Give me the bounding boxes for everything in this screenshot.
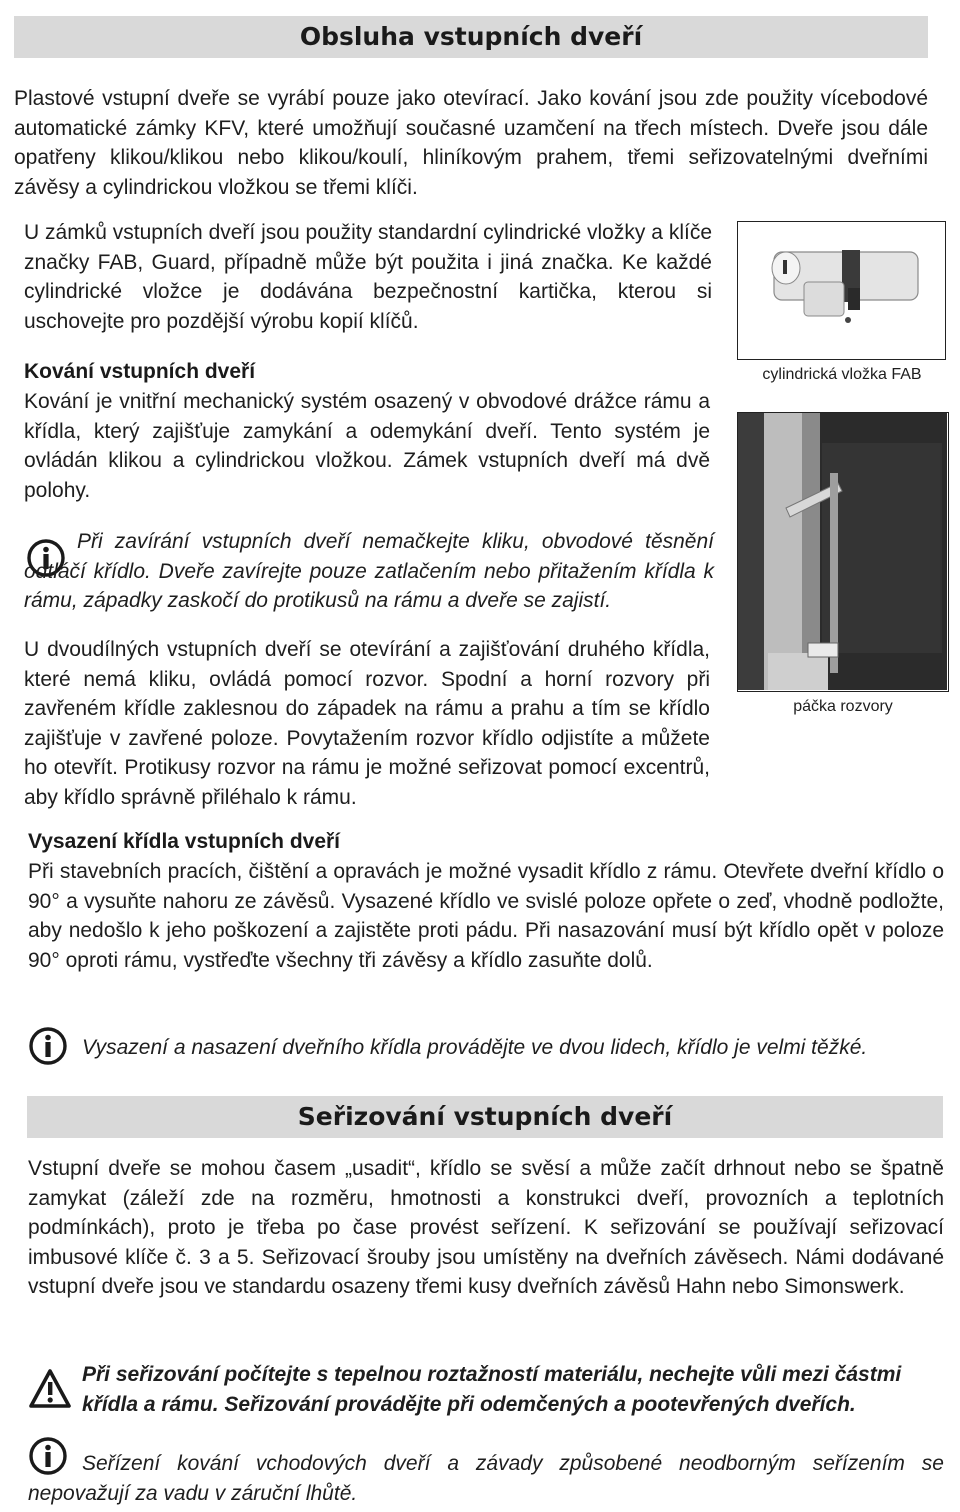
intro-paragraph: Plastové vstupní dveře se vyrábí pouze jako otevírací. Jako kování jsou zde použity vícebodové automatické zámky KFV, které umožňují současné uzamčení na třech místech. Dveře jsou dále opatřeny klikou/klikou nebo klikou/koulí, hliníkovým prahem, třemi seřizovatelnými dveřními závěsy a cylindrickou vložkou se třemi klíči. [14, 87, 928, 199]
hardware-title: Kování vstupních dveří [24, 360, 256, 383]
info-circle-icon [28, 1026, 68, 1071]
cylinder-lock-photo [737, 221, 946, 360]
warning-note-text: Při seřizování počítejte s tepelnou roztažností materiálu, nechejte vůli mezi částmi křídla a rámu. Seřizování provádějte při odemčených a pootevřených dveřích. [82, 1363, 902, 1416]
bolt-lever-photo [737, 412, 949, 692]
removal-paragraph: Při stavebních pracích, čištění a opravách je možné vysadit křídlo z rámu. Otevřete dveřní křídlo o 90° a vysuňte nahoru ze závěsů. Vysazené křídlo ve svislé poloze opřete o zeď, vhodně podložte, aby nedošlo k jeho poškození a zajistěte proti pádu. Při nasazování musí být křídlo opět v poloze 90° oproti rámu, vystřeďte všechny tři závěsy a křídlo zasuňte dolů. [28, 860, 944, 972]
section-heading-operation: Obsluha vstupních dveří [14, 16, 928, 58]
adjustment-paragraph: Vstupní dveře se mohou časem „usadit“, křídlo se svěsí a může začít drhnout nebo se špatně zamykat (záleží zde na rozměru, hmotnosti a konstrukci dveří, provozních a teplotních podmínkách), proto je třeba po čase provést seřízení. K seřizování se používají seřizovací imbusové klíče č. 3 a 5. Seřizovací šrouby jsou umístěny na dveřních závěsech. Námi dodávané vstupní dveře jsou ve standardu osazeny třemi kusy dveřních závěsů Hahn nebo Simonswerk. [28, 1157, 944, 1299]
section-heading-adjustment: Seřizování vstupních dveří [27, 1096, 943, 1138]
removal-title: Vysazení křídla vstupních dveří [28, 830, 341, 853]
info-note-closing-text: Při zavírání vstupních dveří nemačkejte kliku, obvodové těsnění odtláčí křídlo. Dveře zavírejte pouze zatlačením nebo přitažením křídla k rámu, západky zaskočí do protikusů na rámu a dveře se zajistí. [24, 530, 714, 613]
double-wing-paragraph: U dvoudílných vstupních dveří se otevírání a zajišťování druhého křídla, které nemá kliku, ovládá pomocí rozvor. Spodní a horní rozvory při zavřeném křídle zaklesnou do západek na rámu a prahu a tím se křídlo zajišťuje v zavřené poloze. Povytažením rozvor křídlo odjistíte a můžete ho otevřít. Protikusy rozvor na rámu je možné seřizovat pomocí excentrů, aby křídlo správně přiléhalo k rámu. [24, 638, 710, 809]
locks-paragraph: U zámků vstupních dveří jsou použity standardní cylindrické vložky a klíče značky FAB, Guard, případně může být použita i jiná značka. Ke každé cylindrické vložce je dodávána bezpečnostní kartička, kterou si uschovejte pro pozdější výrobu kopií klíčů. [24, 221, 712, 333]
info-note-removal-text: Vysazení a nasazení dveřního křídla provádějte ve dvou lidech, křídlo je velmi těžké. [82, 1036, 868, 1059]
cylinder-caption: cylindrická vložka FAB [762, 366, 922, 383]
lever-caption: páčka rozvory [793, 698, 893, 715]
warning-triangle-icon [28, 1368, 72, 1415]
info-note-warranty-text: Seřízení kování vchodových dveří a závady způsobené neodborným seřízením se nepovažují za vadu v záruční lhůtě. [28, 1452, 944, 1505]
hardware-paragraph: Kování je vnitřní mechanický systém osazený v obvodové drážce rámu a křídla, který zajišťuje zamykání a odemykání dveří. Tento systém je ovládán klikou a cylindrickou vložkou. Zámek vstupních dveří má dvě polohy. [24, 390, 710, 502]
